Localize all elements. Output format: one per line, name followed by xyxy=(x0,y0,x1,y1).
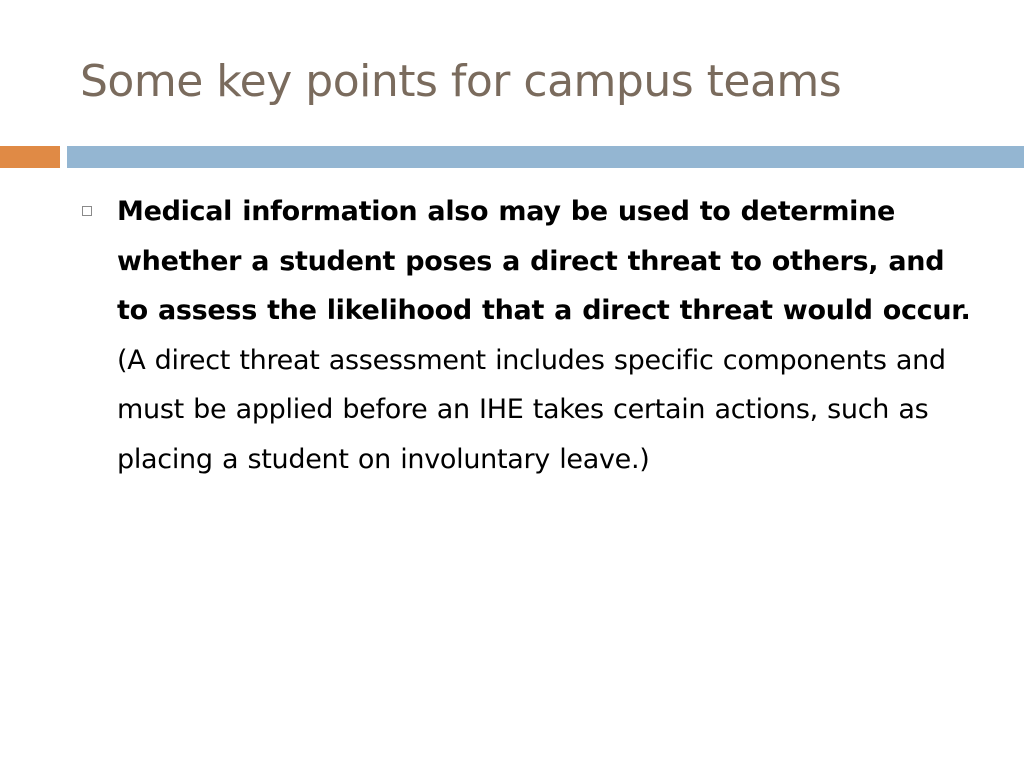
accent-bar-orange xyxy=(0,146,60,168)
bullet-bold-text: Medical information also may be used to determine whether a student poses a direct threat to others, and to assess the likelihood that a direct threat would occur. xyxy=(117,196,971,326)
accent-bar-blue xyxy=(67,146,1024,168)
bullet-regular-text: (A direct threat assessment includes specific components and must be applied before an IHE takes certain actions, such as placing a student on involuntary leave.) xyxy=(117,344,946,475)
hollow-square-bullet-icon xyxy=(82,206,92,216)
bullet-list xyxy=(80,187,980,484)
slide-title: Some key points for campus teams xyxy=(80,56,842,107)
list-item xyxy=(80,187,980,484)
